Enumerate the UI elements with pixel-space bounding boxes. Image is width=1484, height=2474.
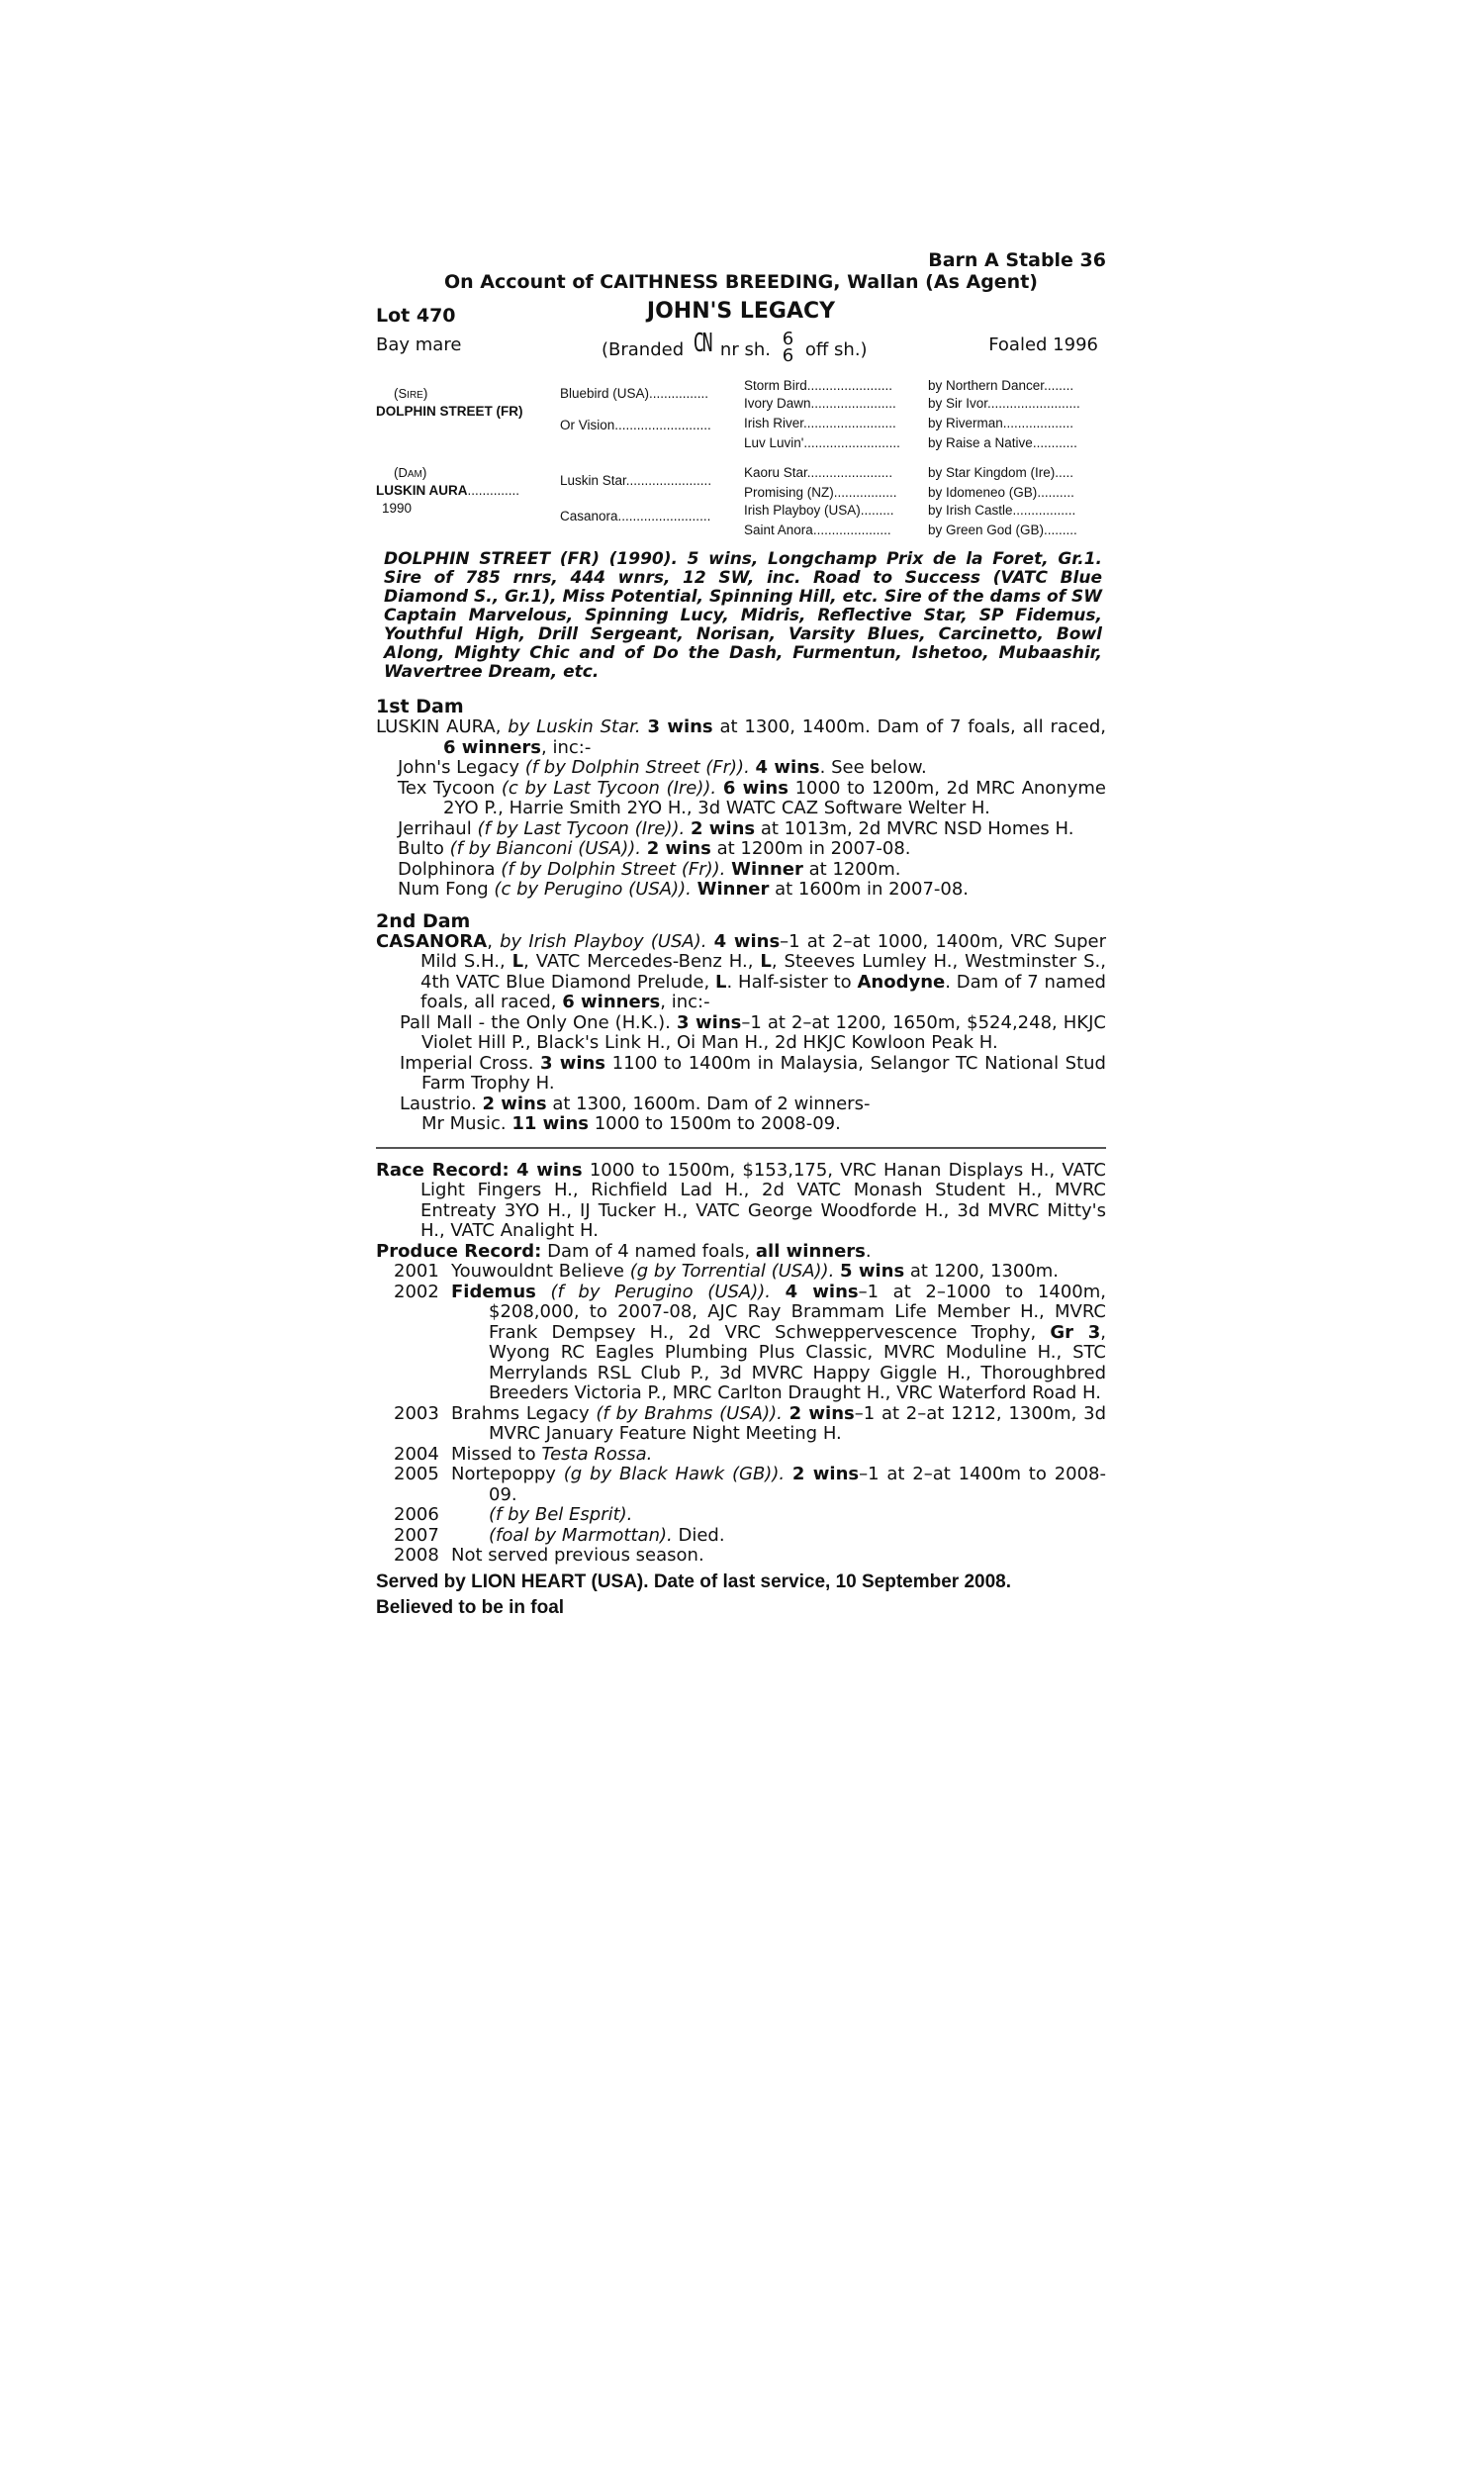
first-dam-winners: 6 winners — [443, 736, 542, 758]
in-foal-line: Believed to be in foal — [376, 1596, 565, 1618]
brand-prefix: (Branded — [602, 339, 685, 360]
gen3-5: Promising (NZ)................. — [744, 485, 897, 500]
produce-2004: 2004 Missed to Testa Rossa. — [394, 1443, 653, 1465]
first-dam-rest: at 1300, 1400m. Dam of 7 foals, all raced, — [719, 716, 1106, 737]
gen4-0: by Northern Dancer........ — [928, 378, 1074, 393]
produce-2008: 2008 Not served previous season. — [394, 1545, 704, 1566]
first-dam-by: by Luskin Star. — [508, 716, 641, 737]
gen3-1: Ivory Dawn....................... — [744, 396, 896, 411]
brand-off: off sh.) — [804, 339, 868, 360]
first-dam-foal-3: Jerrihaul (f by Last Tycoon (Ire)). 2 wins at 1013m, 2d MVRC NSD Homes H. — [398, 817, 1074, 839]
gen4-5: by Idomeneo (GB).......... — [928, 485, 1074, 500]
gen4-7: by Green God (GB)......... — [928, 523, 1077, 537]
first-dam-inc: , inc:- — [541, 736, 592, 758]
first-dam-foal-4: Bulto (f by Bianconi (USA)). 2 wins at 1200m in 2007-08. — [398, 838, 911, 859]
brand-near: nr sh. — [719, 339, 771, 360]
dam-name: LUSKIN AURA.............. — [376, 483, 520, 498]
race-record: Race Record: 4 wins 1000 to 1500m, $153,175, VRC Hanan Displays H., VATC Light Fingers H., Richfield Lad H., 2d VATC Monash Student H., MVRC Entreaty 3YO H., IJ Tucker H., VATC George Woodforde H., 3d MVRC Mitty's H., VATC Analight H. — [376, 1159, 1106, 1241]
gen3-4: Kaoru Star....................... — [744, 465, 893, 480]
gen3-2: Irish River......................... — [744, 416, 896, 430]
produce-2005: 2005 Nortepoppy (g by Black Hawk (GB)). 2 wins–1 at 2–at 1400m to 2008-09. — [394, 1464, 1106, 1505]
produce-2001: 2001 Youwouldnt Believe (g by Torrential (USA)). 5 wins at 1200, 1300m. — [394, 1261, 1060, 1282]
first-dam-wins: 3 wins — [647, 716, 713, 737]
first-dam-entry — [376, 717, 1106, 758]
gen2-3: Casanora — [560, 509, 618, 523]
gen4-1: by Sir Ivor......................... — [928, 396, 1080, 411]
barn-location: Barn A Stable 36 — [928, 249, 1106, 271]
horse-name: JOHN'S LEGACY — [646, 299, 836, 324]
second-dam-foal-3: Laustrio. 2 wins at 1300, 1600m. Dam of 2 winners- — [400, 1093, 871, 1114]
gen2-2: Luskin Star — [560, 473, 626, 488]
gen3-3: Luv Luvin'.......................... — [744, 435, 900, 450]
served-line: Served by LION HEART (USA). Date of last service, 10 September 2008. — [376, 1570, 1012, 1592]
gen3-0: Storm Bird....................... — [744, 378, 893, 393]
dam-name-text: LUSKIN AURA — [376, 483, 468, 498]
brand-frac-top: 6 — [782, 329, 794, 349]
gen2-1: Or Vision — [560, 418, 615, 432]
sire-dam: Or Vision.......................... — [560, 418, 711, 432]
first-dam-foal-2: Tex Tycoon (c by Last Tycoon (Ire)). 6 wins 1000 to 1200m, 2d MRC Anonyme 2YO P., Harrie Smith 2YO H., 3d WATC CAZ Software Welter H. — [398, 777, 1106, 818]
foaled-year: Foaled 1996 — [988, 334, 1098, 355]
catalogue-page — [376, 249, 1106, 1620]
produce-2002: 2002 Fidemus (f by Perugino (USA)). 4 wins–1 at 2–1000 to 1400m, $208,000, to 2007-08, AJC Ray Brammam Life Member H., MVRC Frank Dempsey H., 2d VRC Schweppervescence Trophy, Gr 3, Wyong RC Eagles Plumbing Plus Classic, MVRC Moduline H., STC Merrylands RSL Club P., 3d MVRC Happy Giggle H., Thoroughbred Breeders Victoria P., MRC Carlton Draught H., VRC Waterford Road H. — [394, 1281, 1106, 1403]
brand-fraction — [783, 331, 793, 364]
sire-sire: Bluebird (USA)................ — [560, 386, 709, 401]
first-dam-foal-1: John's Legacy (f by Dolphin Street (Fr)). 4 wins. See below. — [398, 757, 927, 778]
gen2-0: Bluebird (USA) — [560, 386, 650, 401]
second-dam-grandfoal-1: Mr Music. 11 wins 1000 to 1500m to 2008-09. — [421, 1113, 841, 1134]
produce-2007: 2007 (foal by Marmottan). Died. — [394, 1524, 725, 1546]
produce-2003: 2003 Brahms Legacy (f by Brahms (USA)). 2 wins–1 at 2–at 1212, 1300m, 3d MVRC January Feature Night Meeting H. — [394, 1402, 1106, 1444]
vendor-account: On Account of CAITHNESS BREEDING, Wallan (As Agent) — [444, 271, 1038, 293]
second-dam-foal-1: Pall Mall - the Only One (H.K.). 3 wins–1 at 2–at 1200, 1650m, $524,248, HKJC Violet Hill P., Black's Link H., Oi Man H., 2d HKJC Kowloon Peak H. — [400, 1011, 1106, 1053]
dam-sire: Luskin Star....................... — [560, 473, 712, 488]
dam-dam: Casanora......................... — [560, 509, 711, 523]
second-dam-foal-2: Imperial Cross. 3 wins 1100 to 1400m in Malaysia, Selangor TC National Stud Farm Trophy H. — [400, 1052, 1106, 1094]
second-dam-entry: CASANORA, by Irish Playboy (USA). 4 wins–1 at 2–at 1000, 1400m, VRC Super Mild S.H., L, VATC Mercedes-Benz H., L, Steeves Lumley H., Westminster S., 4th VATC Blue Diamond Prelude, L. Half-sister to Anodyne. Dam of 7 named foals, all raced, 6 winners, inc:- — [376, 930, 1106, 1012]
pedigree-table — [376, 372, 1106, 537]
gen3-7: Saint Anora..................... — [744, 523, 891, 537]
lot-row — [376, 299, 1106, 329]
second-dam-heading: 2nd Dam — [376, 909, 471, 932]
section-divider — [376, 1147, 1106, 1149]
first-dam-heading: 1st Dam — [376, 696, 464, 717]
first-dam-foal-6: Num Fong (c by Perugino (USA)). Winner at 1600m in 2007-08. — [398, 879, 970, 900]
gen4-4: by Star Kingdom (Ire)..... — [928, 465, 1074, 480]
brand-frac-bottom: 6 — [782, 345, 794, 366]
gen3-6: Irish Playboy (USA)......... — [744, 503, 894, 518]
gen4-6: by Irish Castle................. — [928, 503, 1076, 518]
gen4-3: by Raise a Native............ — [928, 435, 1077, 450]
sire-summary: DOLPHIN STREET (FR) (1990). 5 wins, Longchamp Prix de la Foret, Gr.1. Sire of 785 rnrs, 444 wnrs, 12 SW, inc. Road to Success (VATC Blue Diamond S., Gr.1), Miss Potential, Spinning Hill, etc. Sire of the dams of SW Captain Marvelous, Spinning Lucy, Midris, Reflective Star, SP Fidemus, Youthful High, Drill Sergeant, Norisan, Varsity Blues, Carcinetto, Bowl Along, Mighty Chic and of Do the Dash, Furmentun, Ishetoo, Mubaashir, Wavertree Dream, etc. — [384, 549, 1102, 682]
produce-record-intro: Produce Record: Dam of 4 named foals, all winners. — [376, 1240, 872, 1262]
description-row — [376, 329, 1106, 372]
lot-number: Lot 470 — [376, 305, 456, 327]
brand-mark: CN — [693, 329, 711, 358]
horse-description: Bay mare — [376, 334, 462, 355]
dam-year: 1990 — [382, 501, 413, 516]
gen4-2: by Riverman................... — [928, 416, 1074, 430]
produce-2006: 2006 (f by Bel Esprit). — [394, 1504, 633, 1525]
first-dam-name: LUSKIN AURA, — [376, 716, 502, 737]
sire-label: (SIRE) — [394, 386, 428, 401]
first-dam-foal-5: Dolphinora (f by Dolphin Street (Fr)). Winner at 1200m. — [398, 858, 901, 880]
sire-name: DOLPHIN STREET (FR) — [376, 404, 523, 419]
brand-info — [602, 329, 868, 367]
dam-label: (DAM) — [394, 465, 427, 480]
